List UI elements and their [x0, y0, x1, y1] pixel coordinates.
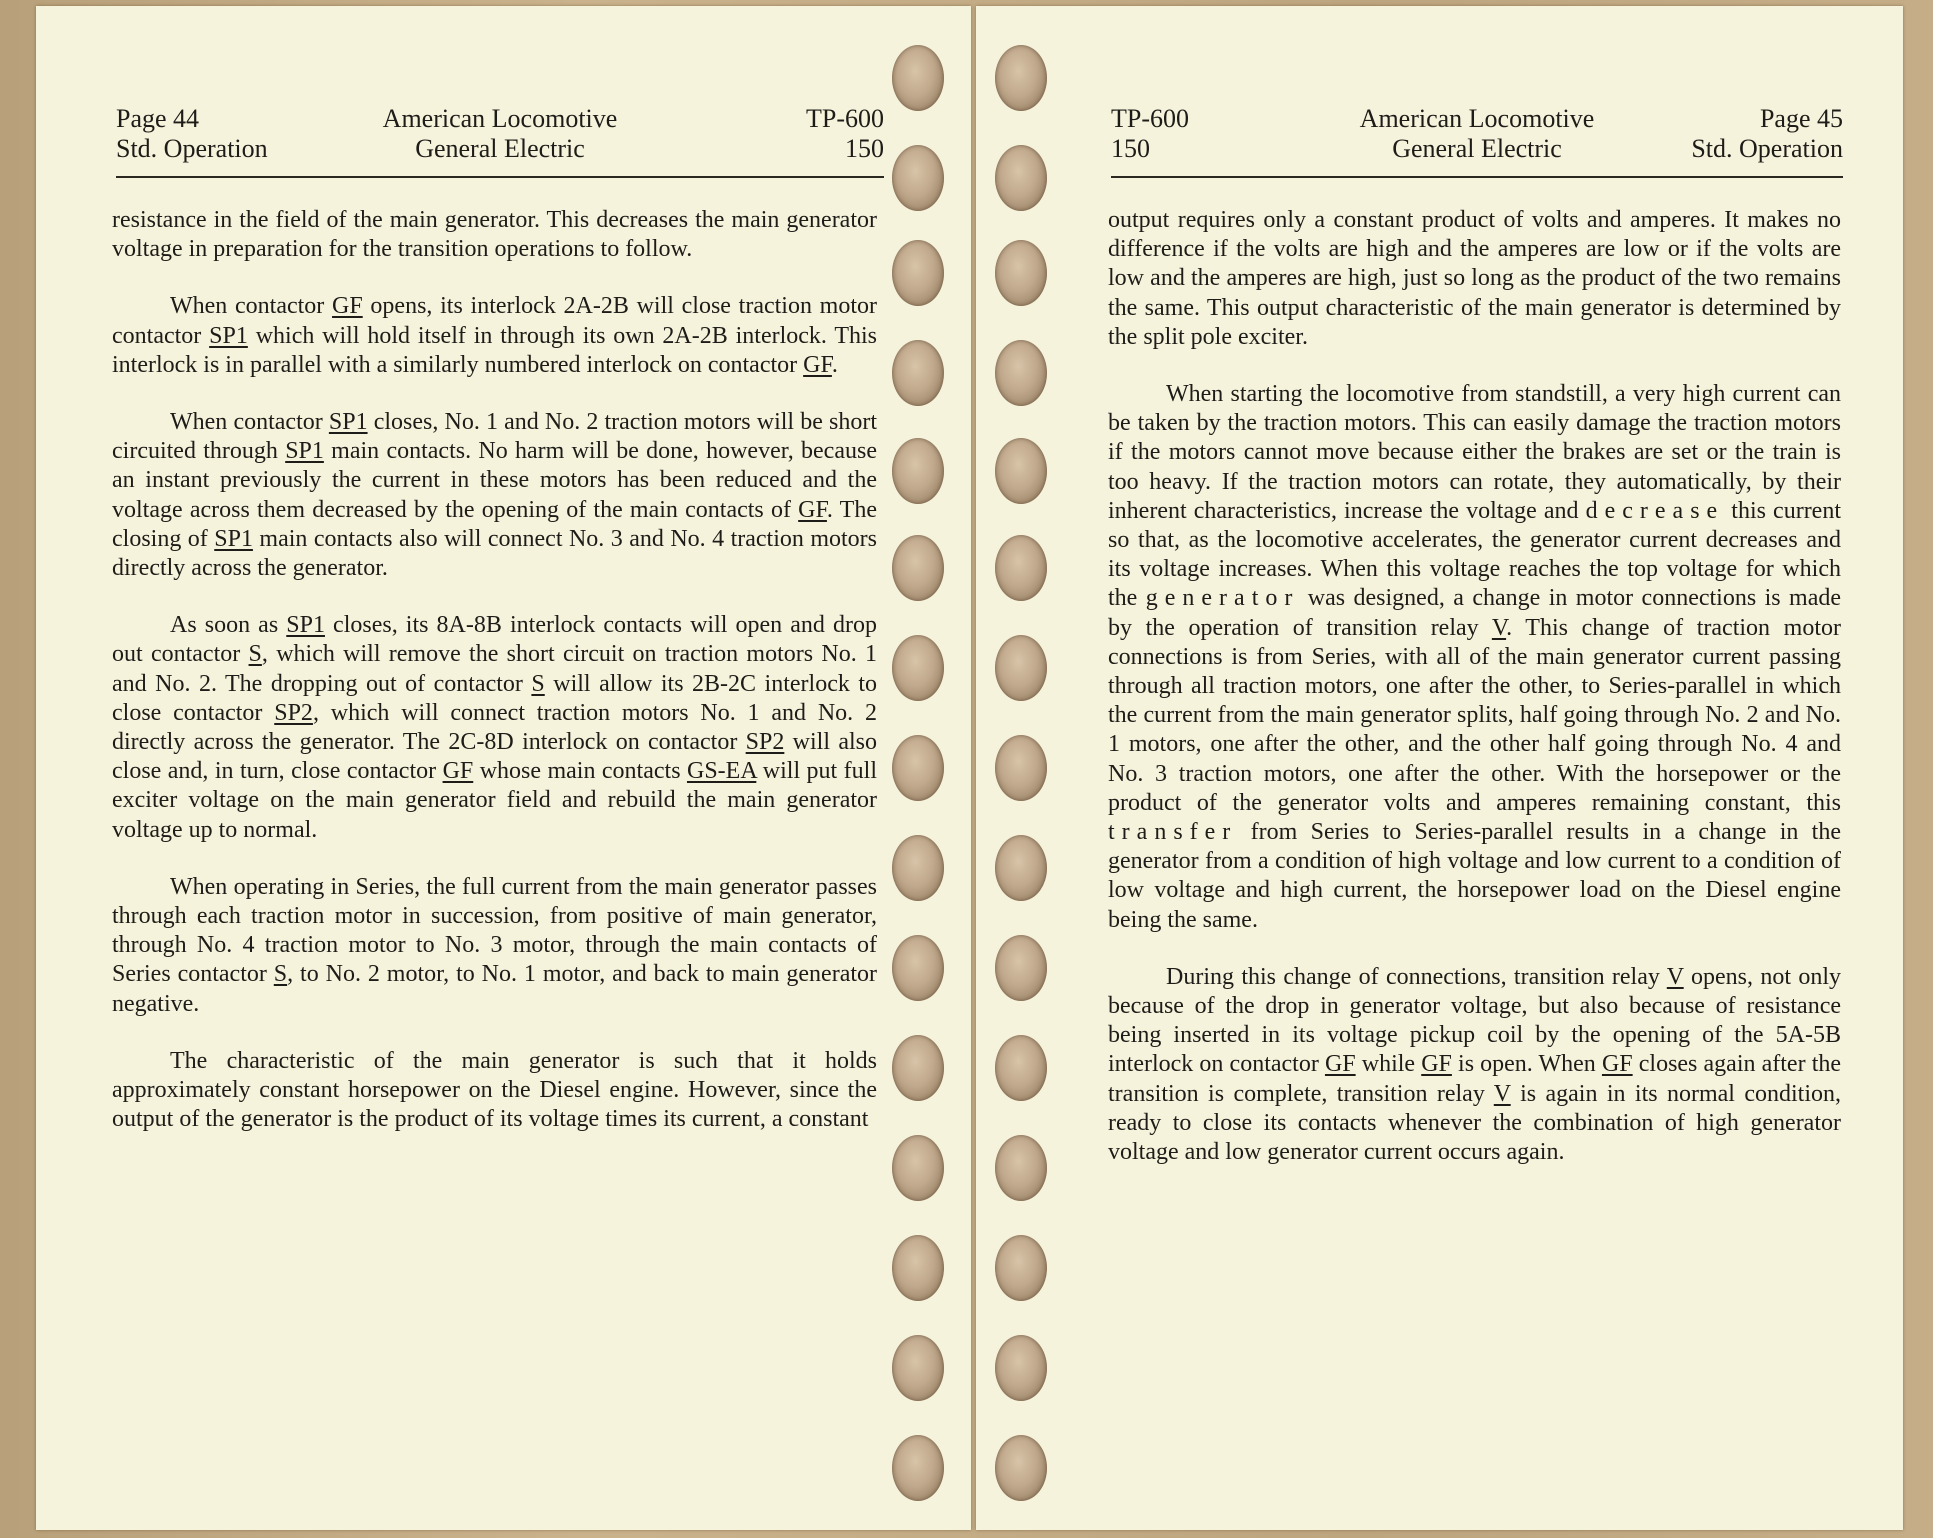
doc-sub-number: 150 — [845, 134, 884, 163]
left-page-body — [112, 206, 877, 1162]
right-page-header — [1111, 104, 1843, 178]
spaced-word: generator — [1145, 585, 1300, 612]
spaced-word: transfer — [1108, 819, 1238, 846]
paragraph: As soon as SP1 closes, its 8A-8B interlock contacts will open and drop out contactor S, which will remove the short circuit on traction motors No. 1 and No. 2. The dropping out of contactor S will allow its 2B-2C interlock to close contactor SP2, which will connect traction motors No. 1 and No. 2 directly across the generator. The 2C-8D interlock on contactor SP2 will also close and, in turn, close contactor GF whose main contacts GS-EA will put full exciter voltage on the main generator field and rebuild the main generator voltage up to normal. — [112, 612, 878, 843]
underlined-term: GF — [798, 496, 827, 523]
underlined-term: V — [1666, 963, 1684, 990]
underlined-term: GF — [442, 758, 474, 785]
binder-hole — [892, 1135, 944, 1201]
binder-hole — [995, 145, 1047, 211]
spaced-word: decrease — [1585, 497, 1725, 524]
page-number: Page 45 — [1759, 104, 1843, 133]
binder-hole — [995, 340, 1047, 406]
underlined-term: S — [273, 961, 288, 988]
binder-hole — [892, 145, 944, 211]
right-page — [976, 6, 1903, 1530]
binder-hole — [892, 1035, 944, 1101]
underlined-term: GF — [332, 293, 363, 320]
binder-hole — [892, 1335, 944, 1401]
binder-hole — [892, 438, 944, 504]
binder-hole — [892, 835, 944, 901]
binder-hole — [995, 1435, 1047, 1501]
paragraph: When contactor GF opens, its interlock 2A-2B will close traction motor contactor SP1 which will hold itself in through its own 2A-2B interlock. This interlock is in parallel with a similarly numbered interlock on contactor GF. — [112, 293, 878, 378]
section-title: Std. Operation — [116, 134, 268, 163]
page-number: Page 44 — [116, 104, 200, 133]
company-line-2: General Electric — [415, 134, 585, 163]
binder-hole — [892, 240, 944, 306]
underlined-term: SP1 — [209, 322, 248, 349]
binder-hole — [995, 240, 1047, 306]
underlined-term: S — [248, 641, 262, 668]
right-page-body — [1108, 206, 1841, 1195]
doc-number: TP-600 — [806, 104, 884, 133]
underlined-term: V — [1493, 1080, 1511, 1107]
underlined-term: SP2 — [274, 699, 313, 726]
doc-number: TP-600 — [1111, 104, 1189, 133]
binder-hole — [892, 1235, 944, 1301]
underlined-term: GF — [1324, 1051, 1356, 1078]
binder-hole — [995, 1335, 1047, 1401]
doc-sub-number: 150 — [1111, 134, 1150, 163]
binder-hole — [892, 635, 944, 701]
section-title: Std. Operation — [1691, 134, 1843, 163]
underlined-term: GS-EA — [686, 758, 757, 785]
binder-hole — [995, 735, 1047, 801]
left-page-header — [116, 104, 884, 178]
underlined-term: GF — [1601, 1051, 1633, 1078]
paragraph: During this change of connections, transition relay V opens, not only because of the drop in generator voltage, but also because of resistance being inserted in its voltage pickup coil by the opening of the 5A-5B interlock on contactor GF while GF is open. When GF closes again after the transition is complete, transition relay V is again in its normal condition, ready to close its contacts whenever the combination of high generator voltage and low generator current occurs again. — [1108, 963, 1842, 1166]
underlined-term: GF — [1421, 1051, 1452, 1078]
left-page — [36, 6, 971, 1530]
paragraph: resistance in the field of the main generator. This decreases the main generator voltage in preparation for the transition operations to follow. — [112, 207, 877, 263]
company-line-1: American Locomotive — [382, 104, 618, 133]
underlined-term: V — [1491, 614, 1507, 641]
paragraph: When contactor SP1 closes, No. 1 and No. 2 traction motors will be short circuited through SP1 main contacts. No harm will be done, however, because an instant previously the current in these motors has been reduced and the voltage across them decreased by the opening of the main contacts of GF. The closing of SP1 main contacts also will connect No. 3 and No. 4 traction motors directly across the generator. — [112, 409, 877, 582]
company-line-2: General Electric — [1392, 134, 1562, 163]
underlined-term: SP2 — [745, 729, 785, 756]
binder-hole — [892, 1435, 944, 1501]
paragraph: When operating in Series, the full current from the main generator passes through each traction motor in succession, from positive of main generator, through No. 4 traction motor to No. 3 motor, through the main contacts of Series contactor S, to No. 2 motor, to No. 1 motor, and back to main generator negative. — [112, 873, 878, 1017]
underlined-term: SP1 — [286, 612, 325, 639]
paragraph: output requires only a constant product of volts and amperes. It makes no difference if the volts are high and the amperes are low or if the volts are low and the amperes are high, just so long as the product of the two remains the same. This output characteristic of the main generator is determined by the split pole exciter. — [1108, 207, 1841, 350]
binder-hole — [995, 1135, 1047, 1201]
underlined-term: SP1 — [214, 525, 253, 552]
binder-hole — [892, 45, 944, 111]
underlined-term: S — [531, 670, 545, 697]
binder-hole — [892, 535, 944, 601]
binder-hole — [892, 935, 944, 1001]
underlined-term: SP1 — [285, 438, 324, 465]
paragraph: When starting the locomotive from standstill, a very high current can be taken by the traction motors. This can easily damage the traction motors if the motors cannot move because either the brakes are set or the train is too heavy. If the traction motors can rotate, they automatically, by their inherent characteristics, increase the voltage and decrease this current so that, as the locomotive accelerates, the generator current decreases and its voltage increases. When this voltage reaches the top voltage for which the generator was designed, a change in motor connections is made by the operation of transition relay V. This change of traction motor connections is from Series, with all of the main generator current passing through all traction motors, one after the other, to Series-parallel in which the current from the main generator splits, half going through No. 2 and No. 1 motors, one after the other, and the other half going through No. 4 and No. 3 traction motors, one after the other. With the horsepower or the product of the generator volts and amperes remaining constant, this transfer from Series to Series-parallel results in a change in the generator from a condition of high voltage and low current to a condition of low voltage and high current, the horsepower load on the Diesel engine being the same. — [1108, 381, 1841, 933]
binder-hole — [995, 1235, 1047, 1301]
binder-hole — [995, 438, 1047, 504]
company-line-1: American Locomotive — [1359, 104, 1595, 133]
underlined-term: SP1 — [328, 409, 368, 436]
binder-hole — [995, 45, 1047, 111]
paragraph: The characteristic of the main generator is such that it holds approximately constant horsepower on the Diesel engine. However, since the output of the generator is the product of its voltage times its current, a constant — [112, 1047, 877, 1133]
underlined-term: GF — [803, 351, 832, 378]
binder-hole — [995, 835, 1047, 901]
binder-hole — [995, 635, 1047, 701]
binder-hole — [995, 1035, 1047, 1101]
binder-hole — [892, 340, 944, 406]
binder-hole — [995, 535, 1047, 601]
binder-hole — [892, 735, 944, 801]
binder-hole — [995, 935, 1047, 1001]
